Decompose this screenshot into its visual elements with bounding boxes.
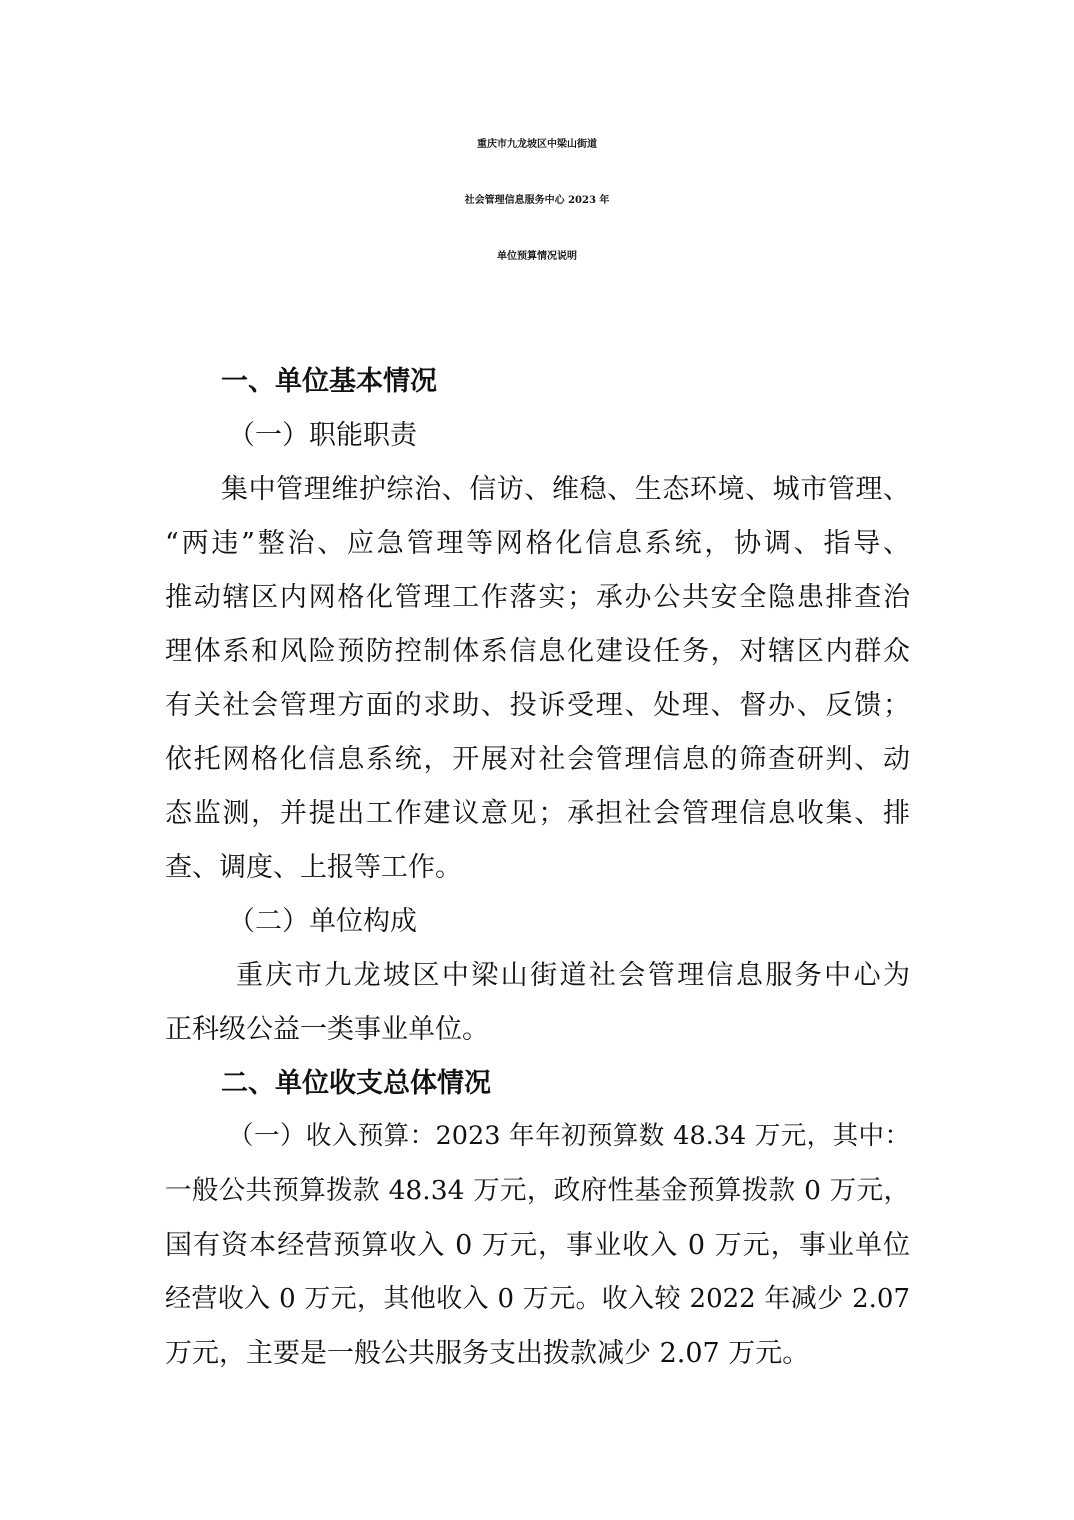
subsection-duties-heading: （一）职能职责 (228, 420, 417, 451)
income-paragraph-line: 国有资本经营预算收入 0 万元，事业收入 0 万元，事业单位 (165, 1230, 910, 1261)
income-paragraph-line: 万元，主要是一般公共服务支出拨款减少 2.07 万元。 (165, 1338, 810, 1369)
duties-paragraph-line: 理体系和风险预防控制体系信息化建设任务，对辖区内群众 (165, 636, 910, 667)
income-paragraph-line: 经营收入 0 万元，其他收入 0 万元。收入较 2022 年减少 2.07 (165, 1284, 910, 1314)
duties-paragraph-line: 依托网格化信息系统，开展对社会管理信息的筛查研判、动 (165, 744, 910, 775)
document-title-line-2: 社会管理信息服务中心 2023 年 (464, 195, 610, 206)
duties-paragraph-line: 查、调度、上报等工作。 (165, 852, 462, 883)
document-title-line-1: 重庆市九龙坡区中梁山街道 (477, 139, 597, 150)
document-title-line-3: 单位预算情况说明 (497, 251, 577, 262)
duties-paragraph-line: “两违”整治、应急管理等网格化信息系统，协调、指导、 (165, 528, 910, 559)
income-paragraph-line: （一）收入预算：2023 年年初预算数 48.34 万元，其中： (228, 1121, 910, 1151)
duties-paragraph-line: 集中管理维护综治、信访、维稳、生态环境、城市管理、 (221, 474, 910, 505)
duties-paragraph-line: 推动辖区内网格化管理工作落实；承办公共安全隐患排查治 (165, 582, 910, 613)
section-2-heading: 二、单位收支总体情况 (221, 1068, 491, 1099)
income-paragraph-line: 一般公共预算拨款 48.34 万元，政府性基金预算拨款 0 万元， (165, 1175, 910, 1206)
section-1-heading: 一、单位基本情况 (221, 366, 437, 397)
composition-paragraph-line: 正科级公益一类事业单位。 (165, 1014, 489, 1045)
duties-paragraph-line: 有关社会管理方面的求助、投诉受理、处理、督办、反馈； (165, 690, 910, 721)
duties-paragraph-line: 态监测，并提出工作建议意见；承担社会管理信息收集、排 (165, 798, 910, 829)
subsection-composition-heading: （二）单位构成 (228, 906, 417, 937)
composition-paragraph-line: 重庆市九龙坡区中梁山街道社会管理信息服务中心为 (236, 960, 910, 991)
